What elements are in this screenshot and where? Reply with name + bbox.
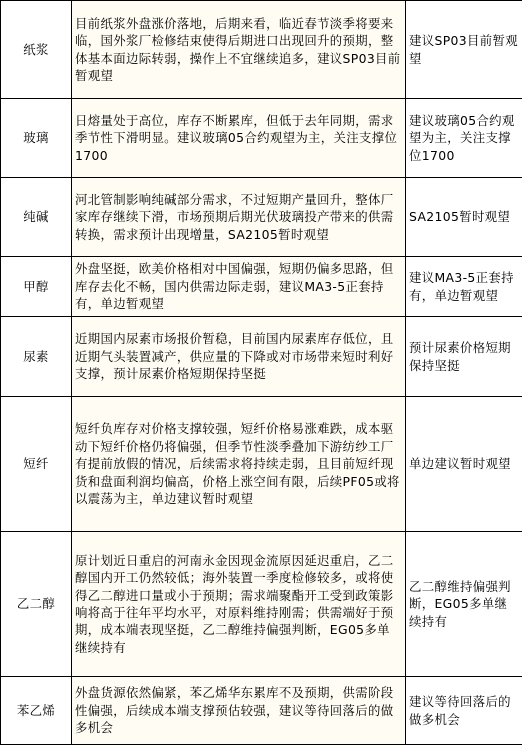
table-row xyxy=(1,397,522,532)
table-row xyxy=(1,178,522,257)
commodity-name-cell: 纸浆 xyxy=(1,1,72,99)
advice-cell: 乙二醇维持偏强判断，EG05多单继续持有 xyxy=(406,532,522,677)
analysis-cell: 日熔量处于高位，库存不断累库，但低于去年同期，需求季节性下滑明显。建议玻璃05合约观望为主，关注支撑位1700 xyxy=(72,99,406,178)
table-row xyxy=(1,99,522,178)
analysis-cell: 原计划近日重启的河南永金因现金流原因延迟重启，乙二醇国内开工仍然较低；海外装置一季度检修较多，或将使得乙二醇进口量或小于预期；需求端聚酯开工受到政策影响将高于往年平均水平，对原料维持刚需；供需端好于预期，成本端表现坚挺，乙二醇维持偏强判断，EG05多单继续持有 xyxy=(72,532,406,677)
advice-cell: 单边建议暂时观望 xyxy=(406,397,522,532)
table-row xyxy=(1,1,522,99)
commodity-name-cell: 尿素 xyxy=(1,317,72,397)
advice-cell: 建议MA3-5正套持有，单边暂观望 xyxy=(406,257,522,317)
commodity-name-cell: 苯乙烯 xyxy=(1,677,72,745)
advice-cell: 建议等待回落后的做多机会 xyxy=(406,677,522,745)
analysis-cell: 外盘坚挺，欧美价格相对中国偏强，短期仍偏多思路，但库存去化不畅，国内供需边际走弱，建议MA3-5正套持有，单边暂观望 xyxy=(72,257,406,317)
table-row xyxy=(1,317,522,397)
analysis-cell: 目前纸浆外盘涨价落地，后期来看，临近春节淡季将要来临，国外浆厂检修结束使得后期进口出现回升的预期，整体基本面边际转弱，操作上不宜继续追多，建议SP03目前暂观望 xyxy=(72,1,406,99)
advice-cell: 建议玻璃05合约观望为主，关注支撑位1700 xyxy=(406,99,522,178)
table-row xyxy=(1,677,522,745)
table-row xyxy=(1,532,522,677)
commodity-name-cell: 乙二醇 xyxy=(1,532,72,677)
table-row xyxy=(1,257,522,317)
commodity-name-cell: 玻璃 xyxy=(1,99,72,178)
advice-cell: 预计尿素价格短期保持坚挺 xyxy=(406,317,522,397)
commodity-name-cell: 纯碱 xyxy=(1,178,72,257)
commodity-name-cell: 甲醇 xyxy=(1,257,72,317)
analysis-cell: 短纤负库存对价格支撑较强，短纤价格易涨难跌，成本驱动下短纤价格仍将偏强，但季节性淡季叠加下游纺纱工厂有提前放假的情况，后续需求将持续走弱，且目前短纤现货和盘面利润均偏高，价格上涨空间有限，后续PF05或将以震荡为主，单边建议暂时观望 xyxy=(72,397,406,532)
advice-cell: SA2105暂时观望 xyxy=(406,178,522,257)
analysis-cell: 近期国内尿素市场报价暂稳，目前国内尿素库存低位，且近期气头装置减产，供应量的下降或对市场带来短时利好支撑，预计尿素价格短期保持坚挺 xyxy=(72,317,406,397)
commodity-name-cell: 短纤 xyxy=(1,397,72,532)
analysis-cell: 外盘货源依然偏紧，苯乙烯华东累库不及预期，供需阶段性偏强，后续成本端支撑预估较强，建议等待回落后的做多机会 xyxy=(72,677,406,745)
advice-cell: 建议SP03目前暂观望 xyxy=(406,1,522,99)
analysis-cell: 河北管制影响纯碱部分需求，不过短期产量回升，整体厂家库存继续下滑，市场预期后期光伏玻璃投产带来的供需转换，需求预计出现增量，SA2105暂时观望 xyxy=(72,178,406,257)
